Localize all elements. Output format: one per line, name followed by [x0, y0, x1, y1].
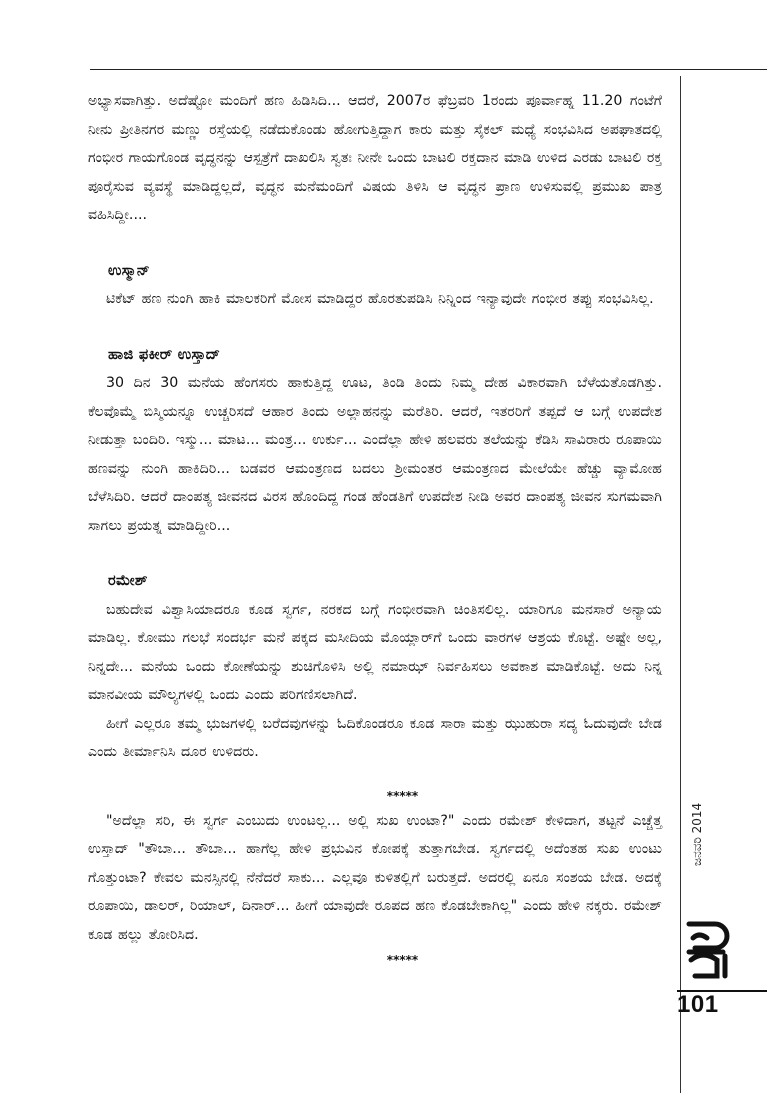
top-divider: [90, 69, 767, 70]
magazine-logo-icon: [681, 916, 739, 982]
end-separator: *****: [386, 953, 419, 967]
article-body: [88, 87, 662, 971]
issue-month: ಜನವರಿ 2014: [690, 802, 704, 866]
usman-paragraph: ಟಿಕೆಟ್ ಹಣ ನುಂಗಿ ಹಾಕಿ ಮಾಲಕರಿಗೆ ಮೋಸ ಮಾಡಿದ್ದರ ಹೊರತುಪಡಿಸಿ ನಿನ್ನಿಂದ ಇನ್ಯಾವುದೇ ಗಂಭೀರ ತಪ್ಪು ಸಂಭವಿಸಿಲ್ಲ.: [106, 291, 654, 307]
section-separator: *****: [386, 788, 419, 803]
magazine-logo: [681, 916, 739, 982]
closing-paragraph: ಹೀಗೆ ಎಲ್ಲರೂ ತಮ್ಮ ಭುಜಗಳಲ್ಲಿ ಬರೆದವುಗಳನ್ನು ಓದಿಕೊಂಡರೂ ಕೂಡ ಸಾರಾ ಮತ್ತು ಝುಹುರಾ ಸದ್ಯ ಓದುವುದೇ ಬೇಡ ಎಂದು ತೀರ್ಮಾನಿಸಿ ದೂರ ಉಳಿದರು.: [88, 715, 662, 760]
intro-paragraph: ಅಭ್ಯಾಸವಾಗಿತ್ತು. ಅದೆಷ್ಟೋ ಮಂದಿಗೆ ಹಣ ಹಿಡಿಸಿದಿ... ಆದರೆ, 2007ರ ಫೆಬ್ರವರಿ 1ರಂದು ಪೂರ್ವಾಹ್ನ 11.20 ಗಂಟೆಗೆ ನೀನು ಪ್ರೀತಿನಗರ ಮಣ್ಣು ರಸ್ತೆಯಲ್ಲಿ ನಡೆದುಕೊಂಡು ಹೋಗುತ್ತಿದ್ದಾಗ ಕಾರು ಮತ್ತು ಸೈಕಲ್ ಮಧ್ಯೆ ಸಂಭವಿಸಿದ ಅಪಘಾತದಲ್ಲಿ ಗಂಭೀರ ಗಾಯಗೊಂಡ ವೃದ್ಧನನ್ನು ಆಸ್ಪತ್ರೆಗೆ ದಾಖಲಿಸಿ ಸ್ವತಃ ನೀನೇ ಒಂದು ಬಾಟಲಿ ರಕ್ತದಾನ ಮಾಡಿ ಉಳಿದ ಎರಡು ಬಾಟಲಿ ರಕ್ತ ಪೂರೈಸುವ ವ್ಯವಸ್ಥೆ ಮಾಡಿದ್ದಲ್ಲದೆ, ವೃದ್ಧನ ಮನೆಮಂದಿಗೆ ವಿಷಯ ತಿಳಿಸಿ ಆ ವೃದ್ಧನ ಪ್ರಾಣ ಉಳಿಸುವಲ್ಲಿ ಪ್ರಮುಖ ಪಾತ್ರ ವಹಿಸಿದ್ದೀ....: [88, 93, 662, 223]
ramesh-paragraph: ಬಹುದೇವ ವಿಶ್ವಾಸಿಯಾದರೂ ಕೂಡ ಸ್ವರ್ಗ, ನರಕದ ಬಗ್ಗೆ ಗಂಭೀರವಾಗಿ ಚಿಂತಿಸಲಿಲ್ಲ. ಯಾರಿಗೂ ಮನಸಾರೆ ಅನ್ಯಾಯ ಮಾಡಿಲ್ಲ. ಕೋಮು ಗಲಭೆ ಸಂದರ್ಭ ಮನೆ ಪಕ್ಕದ ಮಸೀದಿಯ ಮೊಯ್ಲಾರ್‌ಗೆ ಒಂದು ವಾರಗಳ ಆಶ್ರಯ ಕೊಟ್ಟೆ. ಅಷ್ಟೇ ಅಲ್ಲ, ನಿನ್ನದೇ... ಮನೆಯ ಒಂದು ಕೋಣೆಯನ್ನು ಶುಚಿಗೊಳಿಸಿ ಅಲ್ಲಿ ನಮಾಝ್ ನಿರ್ವಹಿಸಲು ಅವಕಾಶ ಮಾಡಿಕೊಟ್ಟೆ. ಅದು ನಿನ್ನ ಮಾನವೀಯ ಮೌಲ್ಯಗಳಲ್ಲಿ ಒಂದು ಎಂದು ಪರಿಗಣಿಸಲಾಗಿದೆ.: [88, 601, 662, 703]
haji-fakir-paragraph: 30 ದಿನ 30 ಮನೆಯ ಹೆಂಗಸರು ಹಾಕುತ್ತಿದ್ದ ಊಟ, ತಿಂಡಿ ತಿಂದು ನಿಮ್ಮ ದೇಹ ವಿಕಾರವಾಗಿ ಬೆಳೆಯತೊಡಗಿತ್ತು. ಕೆಲವೊಮ್ಮೆ ಬಿಸ್ಮಿಯನ್ನೂ ಉಚ್ಚರಿಸದೆ ಆಹಾರ ತಿಂದು ಅಲ್ಲಾಹನನ್ನು ಮರೆತಿರಿ. ಆದರೆ, ಇತರರಿಗೆ ತಪ್ಪದೆ ಆ ಬಗ್ಗೆ ಉಪದೇಶ ನೀಡುತ್ತಾ ಬಂದಿರಿ. ಇಸ್ಮು... ಮಾಟ... ಮಂತ್ರ... ಉರ್ಕು... ಎಂದೆಲ್ಲಾ ಹೇಳಿ ಹಲವರು ತಲೆಯನ್ನು ಕೆಡಿಸಿ ಸಾವಿರಾರು ರೂಪಾಯಿ ಹಣವನ್ನು ನುಂಗಿ ಹಾಕಿದಿರಿ... ಬಡವರ ಆಮಂತ್ರಣದ ಬದಲು ಶ್ರೀಮಂತರ ಆಮಂತ್ರಣದ ಮೇಲೆಯೇ ಹೆಚ್ಚು ವ್ಯಾಮೋಹ ಬೆಳೆಸಿದಿರಿ. ಆದರೆ ದಾಂಪತ್ಯ ಜೀವನದ ವಿರಸ ಹೊಂದಿದ್ದ ಗಂಡ ಹೆಂಡತಿಗೆ ಉಪದೇಶ ನೀಡಿ ಅವರ ದಾಂಪತ್ಯ ಜೀವನ ಸುಗಮವಾಗಿ ಸಾಗಲು ಪ್ರಯತ್ನ ಮಾಡಿದ್ದೀರಿ...: [88, 375, 662, 534]
speaker-usman: ಉಸ್ಮಾನ್: [108, 262, 150, 279]
speaker-haji-fakir-ustad: ಹಾಜಿ ಫಕೀರ್ ಉಸ್ತಾದ್: [108, 346, 221, 363]
speaker-ramesh: ರಮೇಶ್: [108, 573, 148, 589]
final-paragraph: "ಅದೆಲ್ಲಾ ಸರಿ, ಈ ಸ್ವರ್ಗ ಎಂಬುದು ಉಂಟಲ್ಲ... ಅಲ್ಲಿ ಸುಖ ಉಂಟಾ?" ಎಂದು ರಮೇಶ್ ಕೇಳಿದಾಗ, ತಟ್ಟನೆ ಎಚ್ಚೆತ್ತ ಉಸ್ತಾದ್ "ತೌಬಾ... ತೌಬಾ... ಹಾಗೆಲ್ಲ ಹೇಳಿ ಪ್ರಭುವಿನ ಕೋಪಕ್ಕೆ ತುತ್ತಾಗಬೇಡ. ಸ್ವರ್ಗದಲ್ಲಿ ಅದೆಂತಹ ಸುಖ ಉಂಟು ಗೊತ್ತುಂಟಾ? ಕೇವಲ ಮನಸ್ಸಿನಲ್ಲಿ ನೆನೆದರೆ ಸಾಕು... ಎಲ್ಲವೂ ಕುಳಿತಲ್ಲಿಗೆ ಬರುತ್ತದೆ. ಅದರಲ್ಲಿ ಏನೂ ಸಂಶಯ ಬೇಡ. ಅದಕ್ಕೆ ರೂಪಾಯಿ, ಡಾಲರ್, ರಿಯಾಲ್, ದಿನಾರ್... ಹೀಗೆ ಯಾವುದೇ ರೂಪದ ಹಣ ಕೊಡಬೇಕಾಗಿಲ್ಲ" ಎಂದು ಹೇಳಿ ನಕ್ಕರು. ರಮೇಶ್ ಕೂಡ ಹಲ್ಲು ತೋರಿಸಿದ.: [88, 812, 662, 943]
magazine-logo-text: ಮಯೂರ: [681, 916, 685, 917]
page-number: 101: [677, 991, 719, 1018]
